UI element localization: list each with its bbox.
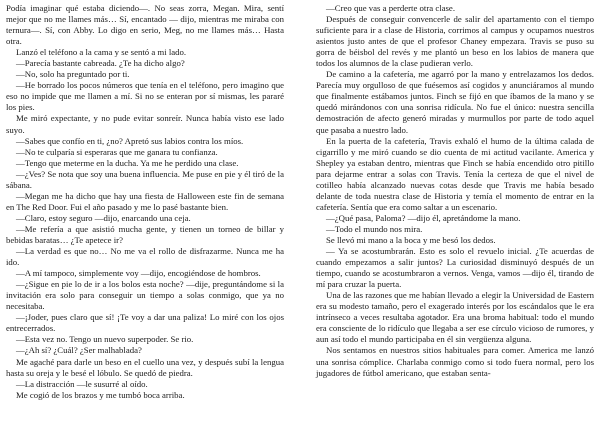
paragraph: —Megan me ha dicho que hay una fiesta de Halloween este fin de semana en The Red Door. Fui el año pasado y me lo pasé bastante bien. (6, 190, 284, 212)
paragraph: De camino a la cafetería, me agarró por la mano y entrelazamos los dedos. Parecía muy orgulloso de que fuésemos así cogidos y anunciáramos al mundo que finalmente estábamos juntos. Finch se fijó en que íbamos de la mano y se quedó mirándonos con una sonrisa ridícula. No fue el único: nuestra sencilla demostración de afecto generó miradas y murmullos por parte de todo aquel que pasaba a nuestro lado. (316, 69, 594, 135)
paragraph: Me agaché para darle un beso en el cuello una vez, y después subí la lengua hasta su oreja y le besé el lóbulo. Se quedó de piedra. (6, 356, 284, 378)
paragraph: —Creo que vas a perderte otra clase. (326, 3, 456, 13)
paragraph: En la puerta de la cafetería, Travis exhaló el humo de la última calada de cigarrillo y me miró cuando se dio cuenta de mi actitud vacilante. America y Shepley ya estaban dentro, mientras que Finch se había encendido otro pitillo para dejarme entrar a solas con Travis. Tenía la certeza de que el nivel de cotilleo había alcanzado nuevas cotas desde que Travis me había besado delante de toda nuestra clase de Historia y temía el momento de entrar en la cafetería. Sentía que era como saltar a un escenario. (316, 135, 594, 212)
paragraph: Podía imaginar qué estaba diciendo—. No seas zorra, Megan. Mira, sentí mejor que no me llames más… Sí, encantado — dijo, mientras me miraba con ternura—. Sí, con Abby. Lo digo en serio, Meg, no me llames más… Hasta otra. (6, 3, 284, 47)
paragraph: —La verdad es que no… No me va el rollo de disfrazarme. Nunca me ha ido. (6, 246, 284, 268)
right-text-column (316, 3, 594, 379)
paragraph: Lanzó el teléfono a la cama y se sentó a mi lado. (16, 47, 187, 58)
paragraph: —¿Ah sí? ¿Cuál? ¿Ser malhablada? (16, 345, 142, 356)
paragraph: —¡Joder, pues claro que sí! ¡Te voy a dar una paliza! Lo miré con los ojos entrecerrados. (6, 312, 284, 334)
left-text-column (6, 3, 284, 401)
paragraph: Una de las razones que me habían llevado a elegir la Universidad de Eastern era su modesto tamaño, pero el exagerado interés por los escándalos que le era intrínseco a veces resultaba agotador. Era una broma habitual: todo el mundo era consciente de lo ridículo que llegaba a ser ese círculo vicioso de rumores, y aun así todo el mundo participaba en él sin vergüenza alguna. (316, 290, 594, 345)
paragraph: —No te culparía si esperaras que me ganara tu confianza. (16, 146, 218, 157)
paragraph: — Ya se acostumbrarán. Esto es solo el revuelo inicial. ¿Te acuerdas de cuando empezamos a salir juntos? La curiosidad disminuyó después de un tiempo, cuando se acostumbraron a vernos. Venga, vamos —dijo él, tirando de mí para cruzar la puerta. (316, 246, 594, 290)
paragraph: —Parecía bastante cabreada. ¿Te ha dicho algo? (16, 58, 185, 69)
paragraph: —He borrado los pocos números que tenía en el teléfono, pero imagino que eso no impide que me llamen a mí. Si no se enteran por sí mismas, les pararé los pies. (6, 80, 284, 113)
paragraph: —Tengo que meterme en la ducha. Ya me he perdido una clase. (16, 157, 239, 168)
paragraph: —¿Qué pasa, Paloma? —dijo él, apretándome la mano. (326, 212, 521, 223)
paragraph: Me miró expectante, y no pude evitar sonreír. Nunca había visto ese lado suyo. (6, 113, 284, 135)
paragraph: —Todo el mundo nos mira. (326, 223, 423, 234)
paragraph: —Me refería a que asistió mucha gente, y tienen un torneo de billar y bebidas baratas… ¿Te apetece ir? (6, 223, 284, 245)
paragraph: —A mí tampoco, simplemente voy —dijo, encogiéndose de hombros. (16, 268, 261, 279)
paragraph: —¿Sigue en pie lo de ir a los bolos esta noche? —dije, preguntándome si la invitación era solo para conseguir un tiempo a solas conmigo, que ya no necesitaba. (6, 279, 284, 312)
paragraph: —Esta vez no. Tengo un nuevo superpoder. Se rio. (16, 334, 194, 345)
paragraph: —Sabes que confío en ti, ¿no? Apretó sus labios contra los míos. (16, 135, 244, 146)
paragraph: —No, solo ha preguntado por ti. (16, 69, 130, 80)
paragraph: Se llevó mi mano a la boca y me besó los dedos. (326, 234, 496, 245)
paragraph: Me cogió de los brazos y me tumbó boca arriba. (16, 389, 185, 400)
paragraph: —Claro, estoy seguro —dijo, enarcando una ceja. (16, 212, 191, 223)
paragraph: —La distracción —le susurré al oído. (16, 378, 148, 389)
paragraph: Después de conseguir convencerle de salir del apartamento con el tiempo suficiente para ir a clase de Historia, corrimos al campus y ocupamos nuestros asientos justo antes de que el profesor Chaney empezara. Travis se puso su gorra de béisbol del revés y me plantó un beso en los labios de manera que todos los alumnos de la clase pudieran verlo. (316, 14, 594, 69)
paragraph: Nos sentamos en nuestros sitios habituales para comer. America me lanzó una sonrisa cómplice. Charlaba conmigo como si todo fuera normal, pero los jugadores de fútbol americano, que estaban senta- (316, 345, 594, 378)
paragraph: —¿Ves? Se nota que soy una buena influencia. Me puse en pie y él tiró de la sábana. (6, 168, 284, 190)
